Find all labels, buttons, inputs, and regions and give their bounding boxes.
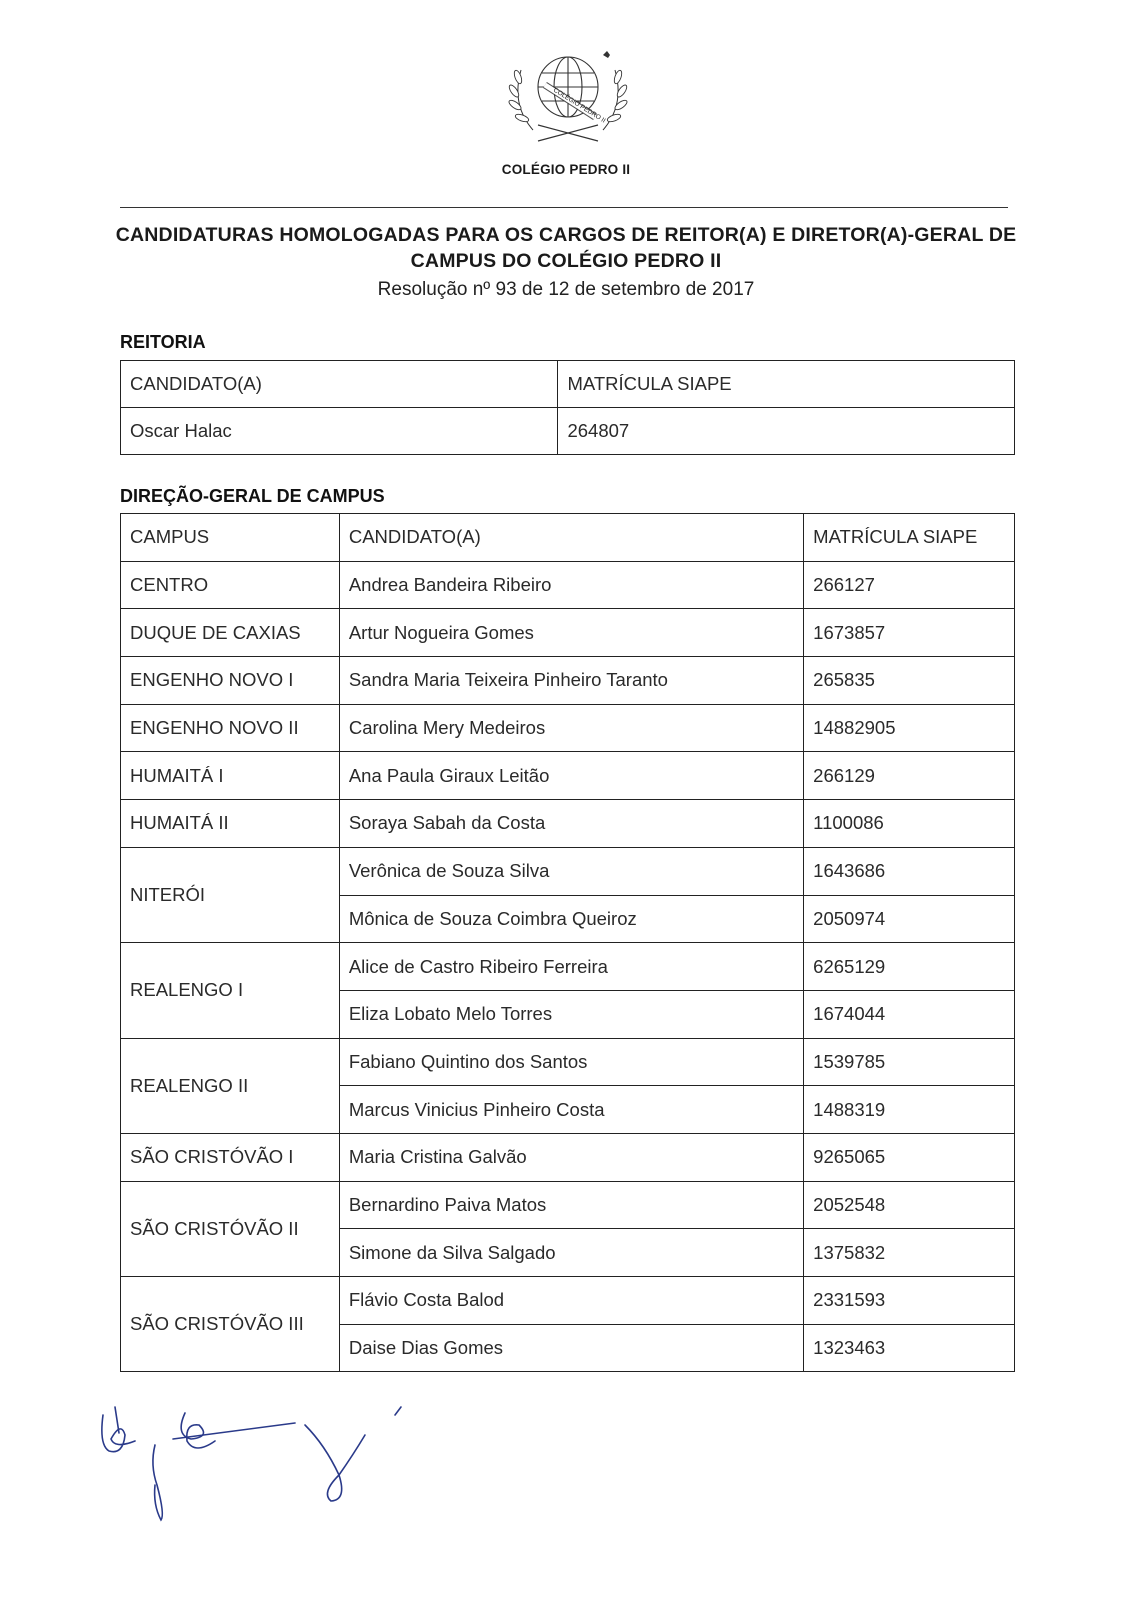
table-row: [121, 1181, 1015, 1229]
table-row: [121, 1133, 1015, 1181]
table-row: [121, 800, 1015, 848]
reitoria-heading: REITORIA: [120, 332, 206, 352]
siape-number: 6265129: [804, 943, 1015, 991]
siape-number: 1674044: [804, 990, 1015, 1038]
candidate-name: Verônica de Souza Silva: [339, 847, 803, 895]
direcao-heading: DIREÇÃO-GERAL DE CAMPUS: [120, 486, 385, 506]
siape-number: 1643686: [804, 847, 1015, 895]
siape-number: 266129: [804, 752, 1015, 800]
siape-number: 266127: [804, 561, 1015, 609]
table-header-row: [121, 514, 1015, 562]
candidate-name: Eliza Lobato Melo Torres: [339, 990, 803, 1038]
handwritten-signature-icon: [95, 1405, 425, 1525]
campus-name: REALENGO II: [121, 1038, 340, 1133]
campus-name: CENTRO: [121, 561, 340, 609]
campus-name: ENGENHO NOVO II: [121, 704, 340, 752]
table-row: [121, 704, 1015, 752]
campus-name: NITERÓI: [121, 847, 340, 942]
column-header: CANDIDATO(A): [121, 361, 558, 408]
candidate-name: Alice de Castro Ribeiro Ferreira: [339, 943, 803, 991]
candidate-name: Maria Cristina Galvão: [339, 1133, 803, 1181]
candidate-name: Daise Dias Gomes: [339, 1324, 803, 1372]
header-divider: [120, 207, 1008, 208]
campus-name: SÃO CRISTÓVÃO II: [121, 1181, 340, 1276]
svg-text:COLÉGIO PEDRO II: COLÉGIO PEDRO II: [551, 86, 607, 125]
table-row: [121, 1277, 1015, 1325]
table-row: [121, 847, 1015, 895]
candidate-name: Bernardino Paiva Matos: [339, 1181, 803, 1229]
table-row: [121, 561, 1015, 609]
siape-number: 1488319: [804, 1086, 1015, 1134]
candidate-name: Oscar Halac: [121, 408, 558, 455]
table-row: [121, 408, 1015, 455]
campus-name: SÃO CRISTÓVÃO I: [121, 1133, 340, 1181]
campus-name: SÃO CRISTÓVÃO III: [121, 1277, 340, 1372]
campus-name: REALENGO I: [121, 943, 340, 1038]
institution-name: COLÉGIO PEDRO II: [501, 162, 631, 177]
candidate-name: Andrea Bandeira Ribeiro: [339, 561, 803, 609]
reitoria-table: [120, 360, 1015, 455]
document-subtitle: Resolução nº 93 de 12 de setembro de 2017: [377, 279, 755, 300]
campus-name: HUMAITÁ II: [121, 800, 340, 848]
campus-name: HUMAITÁ I: [121, 752, 340, 800]
siape-number: 2050974: [804, 895, 1015, 943]
siape-number: 2052548: [804, 1181, 1015, 1229]
candidate-name: Flávio Costa Balod: [339, 1277, 803, 1325]
siape-number: 9265065: [804, 1133, 1015, 1181]
candidate-name: Simone da Silva Salgado: [339, 1229, 803, 1277]
table-row: [121, 609, 1015, 657]
table-row: [121, 1038, 1015, 1086]
siape-number: 1539785: [804, 1038, 1015, 1086]
table-row: [121, 657, 1015, 705]
candidate-name: Carolina Mery Medeiros: [339, 704, 803, 752]
candidate-name: Fabiano Quintino dos Santos: [339, 1038, 803, 1086]
colegio-pedro-ii-crest-icon: [503, 45, 633, 145]
column-header: MATRÍCULA SIAPE: [558, 361, 1015, 408]
candidate-name: Sandra Maria Teixeira Pinheiro Taranto: [339, 657, 803, 705]
siape-number: 1323463: [804, 1324, 1015, 1372]
campus-table: [120, 513, 1015, 1372]
campus-name: DUQUE DE CAXIAS: [121, 609, 340, 657]
siape-number: 14882905: [804, 704, 1015, 752]
candidate-name: Soraya Sabah da Costa: [339, 800, 803, 848]
candidate-name: Ana Paula Giraux Leitão: [339, 752, 803, 800]
siape-number: 1375832: [804, 1229, 1015, 1277]
table-row: [121, 752, 1015, 800]
document-title: CANDIDATURAS HOMOLOGADAS PARA OS CARGOS DE REITOR(A) E DIRETOR(A)-GERAL DE CAMPUS DO COLÉGIO PEDRO II: [115, 224, 1017, 272]
column-header: CANDIDATO(A): [339, 514, 803, 562]
table-header-row: [121, 361, 1015, 408]
column-header: CAMPUS: [121, 514, 340, 562]
siape-number: 1100086: [804, 800, 1015, 848]
siape-number: 1673857: [804, 609, 1015, 657]
candidate-name: Artur Nogueira Gomes: [339, 609, 803, 657]
candidate-name: Marcus Vinicius Pinheiro Costa: [339, 1086, 803, 1134]
column-header: MATRÍCULA SIAPE: [804, 514, 1015, 562]
campus-name: ENGENHO NOVO I: [121, 657, 340, 705]
siape-number: 265835: [804, 657, 1015, 705]
table-row: [121, 943, 1015, 991]
candidate-name: Mônica de Souza Coimbra Queiroz: [339, 895, 803, 943]
siape-number: 264807: [558, 408, 1015, 455]
siape-number: 2331593: [804, 1277, 1015, 1325]
